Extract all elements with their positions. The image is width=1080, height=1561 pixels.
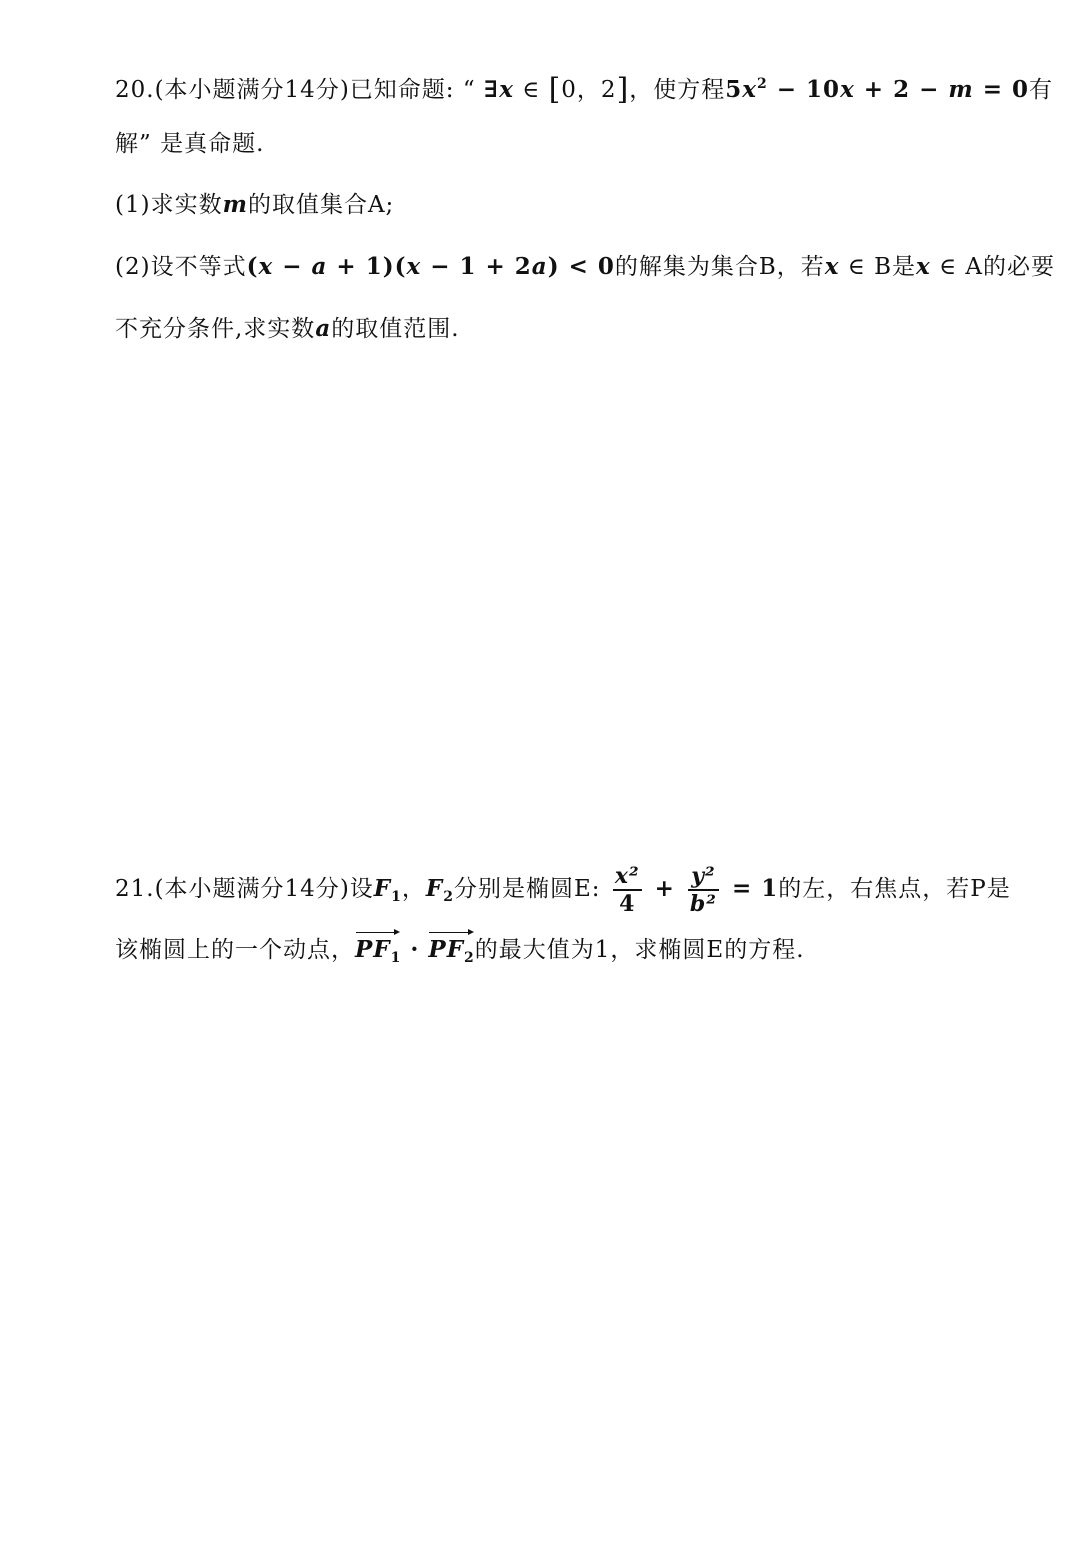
bracket-open: [ [548,72,562,107]
vec1-text: PF [355,936,391,963]
eq-var-x2: x [840,76,855,103]
vec1-sub: 1 [390,950,402,966]
part2-line2-prefix: 不充分条件,求实数 [115,316,316,342]
eq-var-x: x [742,76,758,103]
q20-part1 [115,189,394,221]
q20-line2-text: 解” 是真命题. [115,131,265,157]
plus-sign: + [645,875,684,902]
var-F2: F [425,875,444,902]
eq-var-m: m [948,76,974,103]
q21-line1-suffix: 的左，右焦点，若P是 [778,876,1011,902]
q21-line2-suffix: 的最大值为1，求椭圆E的方程. [474,937,805,963]
q20-line1 [115,68,1053,106]
var-F1: F [373,875,392,902]
cond-x1: x [824,253,840,280]
cond-x2: x [916,253,931,280]
vec2-text: PF [428,936,465,963]
sub-1: 1 [391,889,402,905]
q21-line2-prefix: 该椭圆上的一个动点， [115,937,355,963]
part2-line2-suffix: 的取值范围. [331,316,460,342]
part2-var-a: a [315,315,332,342]
q20-line1-suffix: 有 [1029,77,1053,103]
ineq-a2: a [531,253,548,280]
part1-prefix: (1)求实数 [115,192,223,218]
part2-prefix: (2)设不等式 [115,254,247,280]
q21-line1-prefix: 21.(本小题满分14分)设 [115,876,374,902]
fraction-y2-over-b2 [688,863,719,917]
bracket-close: ] [616,72,630,107]
vector-PF2 [428,930,474,974]
q21-line1-mid: 分别是椭圆E: [453,876,609,902]
exists-symbol: ∃ [483,76,500,103]
ineq-mid: + 1)( [327,253,407,280]
eq-coef-5: 5 [725,76,743,103]
vector-PF1 [355,930,401,974]
frac1-denominator: 4 [619,891,636,917]
q21-line2 [115,930,805,974]
eq-rest2: + 2 − [854,76,949,103]
part2-mid: 的解集为集合B，若 [614,254,825,280]
fraction-x2-over-4 [613,863,642,917]
frac1-numerator: x² [614,863,640,889]
ineq-end: ) < 0 [547,253,615,280]
interval: 0，2 [561,77,617,103]
frac2-numerator: y² [688,863,719,891]
q20-part2-line2 [115,313,460,345]
q20-line2 [115,128,264,160]
q20-line1-prefix: 20.(本小题满分14分)已知命题: “ [115,77,484,103]
part2-inA: ∈ A的必要 [930,254,1056,280]
vec2-sub: 2 [464,950,475,966]
eq-end: = 0 [973,76,1029,103]
frac2-denominator: b² [689,891,717,917]
var-x: x [499,76,514,103]
ineq-a1: a [311,253,328,280]
dot-product: · [401,936,429,963]
ineq-d: − 1 + 2 [421,253,532,280]
ineq-open: ( [246,253,259,280]
ineq-minus: − [273,253,312,280]
q20-line1-mid: ，使方程 [629,77,726,103]
eq-rest: − 10 [767,76,841,103]
q21-line1 [115,856,1011,930]
part1-var-m: m [222,191,248,218]
in-symbol: ∈ [513,77,549,103]
eq-sup-2: 2 [757,76,768,92]
comma: ， [401,876,426,902]
part1-suffix: 的取值集合A; [247,192,395,218]
part2-inB: ∈ B是 [839,254,917,280]
ineq-x1: x [258,253,274,280]
q20-part2-line1 [115,251,1055,283]
equals-one: = 1 [722,875,779,902]
ineq-x2: x [406,253,422,280]
sub-2: 2 [443,889,454,905]
